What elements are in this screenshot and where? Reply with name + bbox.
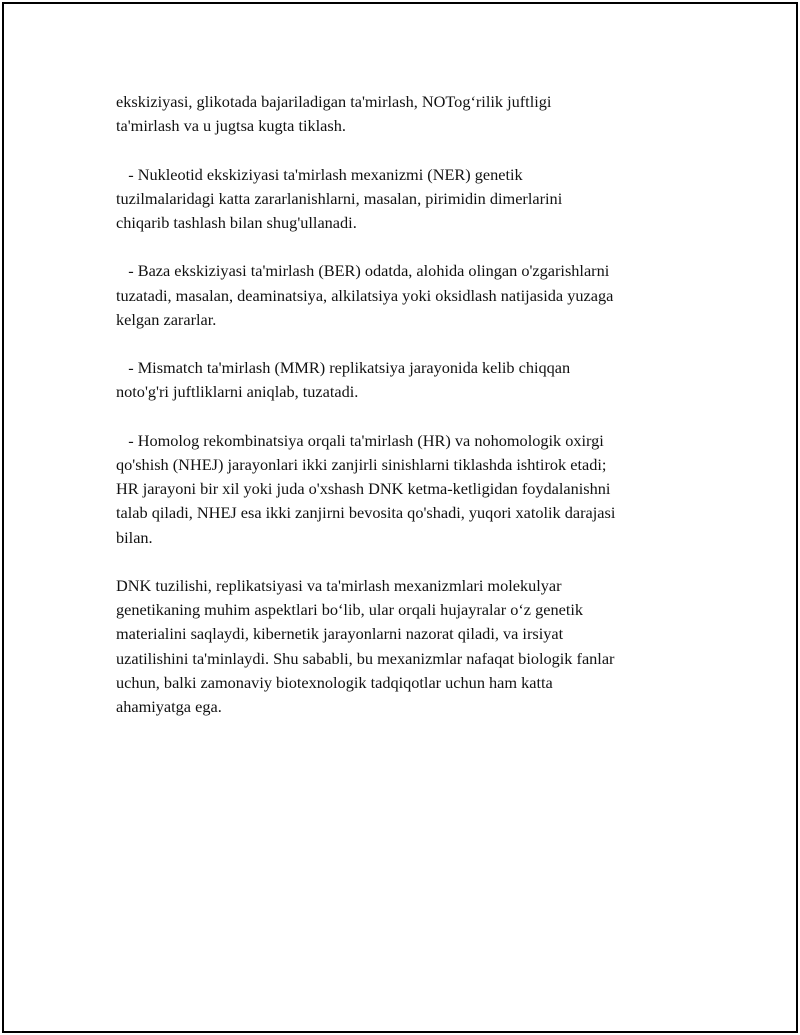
text-line: uzatilishini ta'minlaydi. Shu sababli, bu mexanizmlar nafaqat biologik fanlar bbox=[116, 648, 615, 668]
text-line: - Homolog rekombinatsiya orqali ta'mirlash (HR) va nohomologik oxirgi bbox=[116, 430, 604, 450]
text-line: - Mismatch ta'mirlash (MMR) replikatsiya jarayonida kelib chiqqan bbox=[116, 358, 571, 378]
text-line: - Baza ekskiziyasi ta'mirlash (BER) odatda, alohida olingan o'zgarishlarni bbox=[116, 261, 610, 281]
text-line: kelgan zararlar. bbox=[116, 309, 217, 329]
paragraph-ner bbox=[116, 163, 672, 236]
text-line: ekskiziyasi, glikotada bajariladigan ta'mirlash, NOTog‘rilik juftligi bbox=[116, 92, 552, 111]
text-line: talab qiladi, NHEJ esa ikki zanjirni bevosita qo'shadi, yuqori xatolik darajasi bbox=[116, 503, 616, 523]
text-line: qo'shish (NHEJ) jarayonlari ikki zanjirli sinishlarni tiklashda ishtirok etadi; bbox=[116, 454, 607, 474]
text-line: HR jarayoni bir xil yoki juda o'xshash DNK ketma-ketligidan foydalanishni bbox=[116, 479, 611, 499]
paragraph-conclusion bbox=[116, 574, 672, 719]
text-line: ahamiyatga ega. bbox=[116, 697, 222, 716]
text-line: uchun, balki zamonaviy biotexnologik tadqiqotlar uchun ham katta bbox=[116, 672, 553, 692]
text-line: materialini saqlaydi, kibernetik jarayonlarni nazorat qiladi, va irsiyat bbox=[116, 624, 564, 644]
text-line: noto'g'ri juftliklarni aniqlab, tuzatadi. bbox=[116, 382, 359, 402]
document-body bbox=[116, 90, 672, 719]
paragraph-ber bbox=[116, 259, 672, 332]
text-line: tuzatadi, masalan, deaminatsiya, alkilatsiya yoki oksidlash natijasida yuzaga bbox=[116, 285, 614, 305]
text-line: chiqarib tashlash bilan shug'ullanadi. bbox=[116, 213, 357, 232]
text-line: - Nukleotid ekskiziyasi ta'mirlash mexanizmi (NER) genetik bbox=[116, 164, 523, 184]
paragraph-repair-intro bbox=[116, 90, 672, 138]
paragraph-hr-nhej bbox=[116, 429, 672, 550]
text-line: tuzilmalaridagi katta zararlanishlarni, masalan, pirimidin dimerlarini bbox=[116, 188, 563, 208]
text-line: bilan. bbox=[116, 527, 153, 547]
text-line: genetikaning muhim aspektlari bo‘lib, ular orqali hujayralar o‘z genetik bbox=[116, 600, 584, 620]
text-line: DNK tuzilishi, replikatsiyasi va ta'mirlash mexanizmlari molekulyar bbox=[116, 575, 562, 595]
text-line: ta'mirlash va u jugtsa kugta tiklash. bbox=[116, 116, 346, 136]
paragraph-mmr bbox=[116, 356, 672, 404]
